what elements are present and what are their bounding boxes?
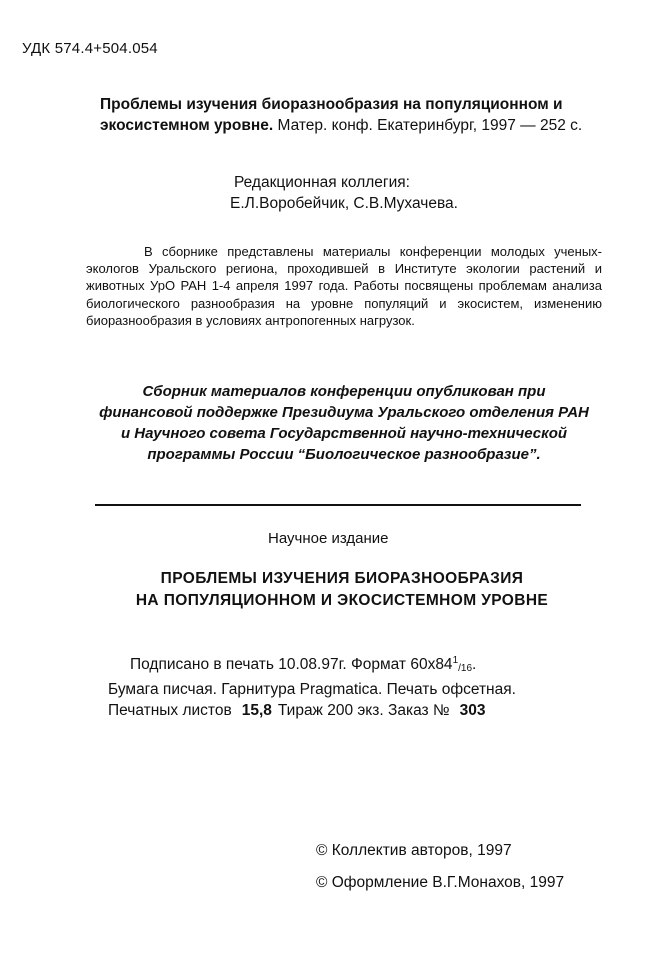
format-fraction-denominator: /16 [458,663,473,674]
printed-sheets-label: Печатных листов [108,702,232,719]
printed-sheets-value: 15,8 [241,702,272,719]
editors-names: Е.Л.Воробейчик, С.В.Мухачева. [230,195,458,212]
format-fraction-numerator: 1 [452,655,459,666]
funding-note: Сборник материалов конференции опубликован при финансовой поддержке Президиума Уральского отделения РАН и Научного совета Государственной научно-технической программы России “Биологическое разнообразие”. [99,383,589,463]
print-run-order-label: Тираж 200 экз. Заказ № [277,702,450,719]
citation-details: Матер. конф. Екатеринбург, 1997 — 252 с. [273,117,583,134]
imprint-line1-end: . [472,656,477,673]
bibliographic-citation [100,94,590,136]
book-title [92,568,592,612]
imprint-line2: Бумага писчая. Гарнитура Pragmatica. Печать офсетная. [108,681,516,698]
editors-label: Редакционная коллегия: [234,174,410,191]
edition-type: Научное издание [268,530,389,547]
editorial-board [230,172,458,214]
citation-title: Проблемы изучения биоразнообразия на популяционном и экосистемном уровне. [100,96,563,134]
imprint [108,650,516,721]
imprint-line1 [108,650,516,679]
divider [95,504,581,506]
copyright-design: © Оформление В.Г.Монахов, 1997 [316,874,565,891]
book-title-line1: ПРОБЛЕМЫ ИЗУЧЕНИЯ БИОРАЗНООБРАЗИЯ [160,570,524,587]
imprint-signed-format: Подписано в печать 10.08.97г. Формат 60х84 [130,656,453,673]
abstract-text: В сборнике представлены материалы конференции молодых ученых-экологов Уральского региона, проходившей в Институте экологии растений и животных УрО РАН 1-4 апреля 1997 года. Работы посвящены проблемам анализа биологического разнообразия на уровне популяций и экосистем, изменению биоразнообразия в условиях антропогенных нагрузок. [86,244,602,328]
udk-code: УДК 574.4+504.054 [22,40,158,57]
book-title-line2: НА ПОПУЛЯЦИОННОМ И ЭКОСИСТЕМНОМ УРОВНЕ [135,592,549,609]
copyright-authors: © Коллектив авторов, 1997 [316,842,512,859]
imprint-line3 [108,700,516,721]
order-number: 303 [459,702,486,719]
abstract [86,243,602,329]
